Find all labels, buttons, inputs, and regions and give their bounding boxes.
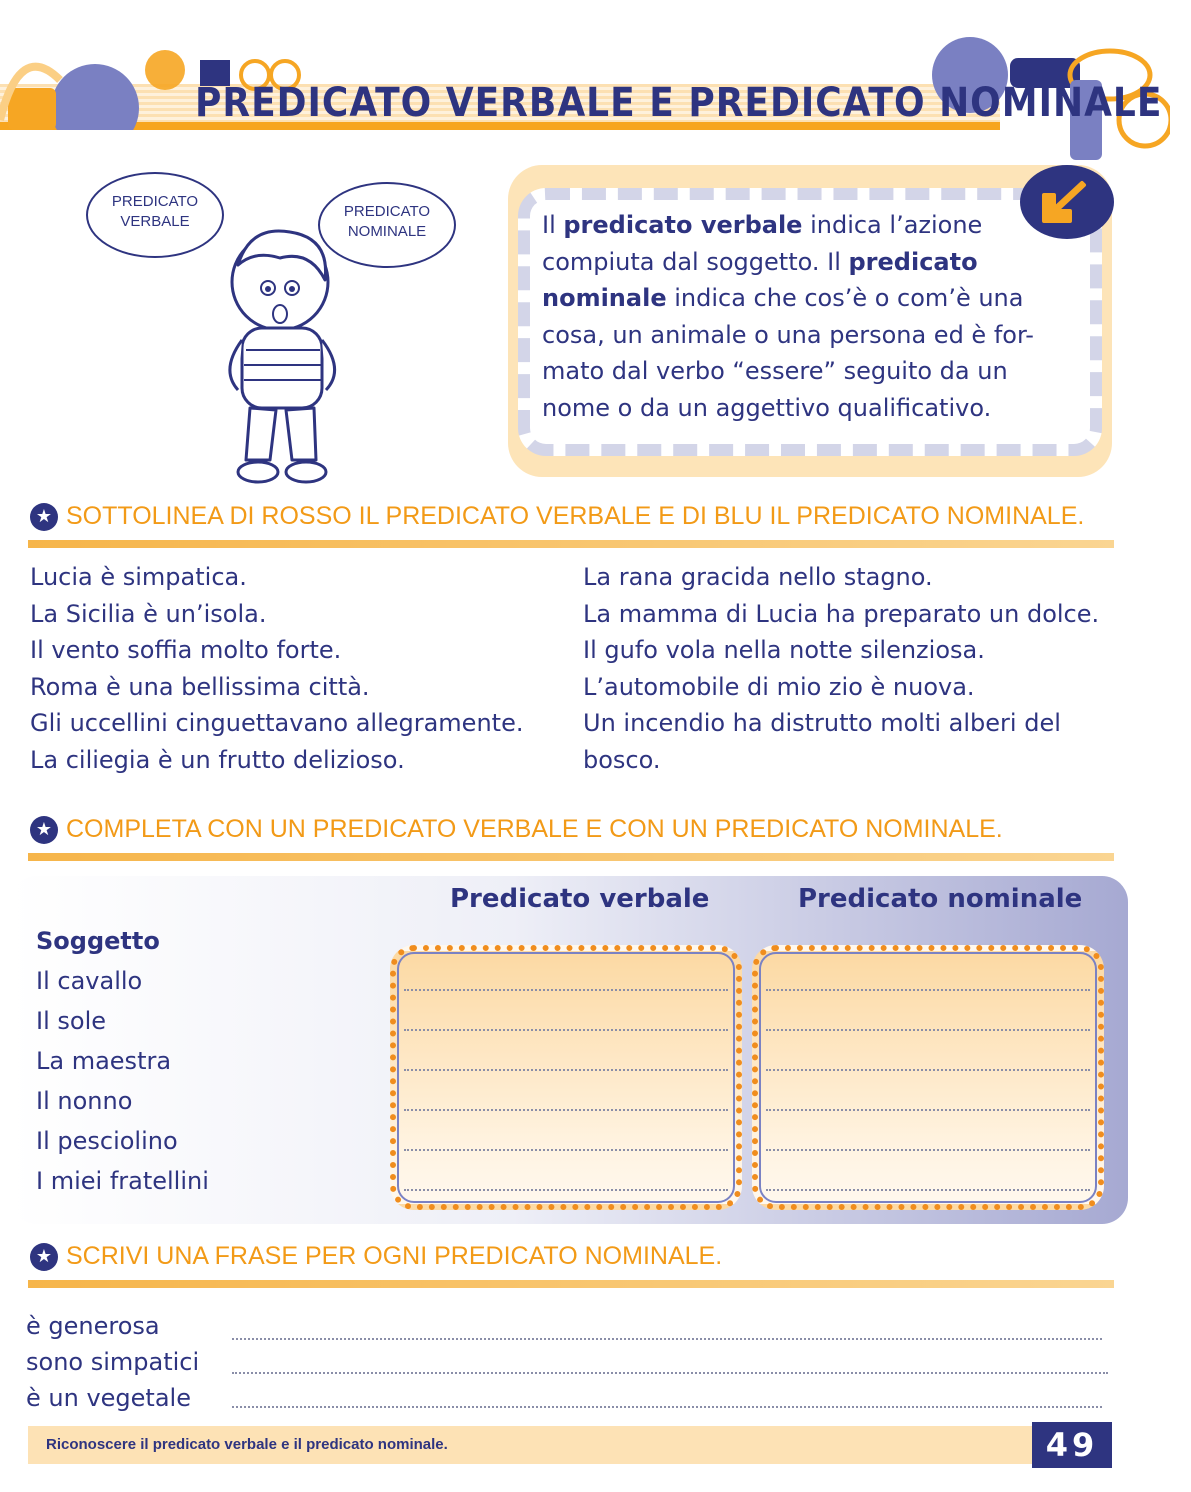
sentence: La Sicilia è un’isola.	[30, 599, 267, 628]
exercise3-heading	[30, 1242, 722, 1271]
sentence: bosco.	[583, 745, 661, 774]
answer-line[interactable]	[766, 989, 1090, 991]
answer-line[interactable]	[404, 1029, 728, 1031]
subject-column	[36, 921, 209, 1201]
sentence: La mamma di Lucia ha preparato un dolce.	[583, 599, 1100, 628]
subject-item: Il sole	[36, 1007, 106, 1035]
write-line[interactable]	[232, 1338, 1102, 1340]
sentence: L’automobile di mio zio è nuova.	[583, 672, 975, 701]
exercise1-right-column	[583, 559, 1099, 778]
exercise1-left-column	[30, 559, 523, 778]
rule-term-verbale: predicato verbale	[563, 211, 803, 239]
rule-text-2: indica l’azione compiuta dal soggetto. Il	[542, 211, 983, 276]
rule-term-nominale: predicato nominale	[542, 247, 978, 312]
star-icon: ★	[30, 816, 58, 844]
exercise1-heading	[30, 502, 1084, 531]
predicate-item: è un vegetale	[26, 1384, 191, 1412]
boy-illustration	[180, 210, 380, 500]
exercise1-heading-text: SOTTOLINEA DI ROSSO IL PREDICATO VERBALE E DI BLU IL PREDICATO NOMINALE.	[66, 502, 1085, 530]
rule-text-3: indica che cos’è o com’è una cosa, un animale o una persona ed è for-mato dal verbo “essere” seguito da un nome o da un aggettivo qualificativo.	[542, 284, 1034, 422]
write-line[interactable]	[232, 1372, 1108, 1374]
bubble-label-verbale: PREDICATO VERBALE	[111, 193, 199, 230]
exercise2-heading	[30, 815, 1003, 844]
answer-line[interactable]	[404, 1189, 728, 1191]
predicate-item: sono simpatici	[26, 1348, 200, 1376]
subject-item: Il nonno	[36, 1087, 133, 1115]
page-title: PREDICATO VERBALE E PREDICATO NOMINALE	[195, 80, 1163, 126]
exercise3-bar	[28, 1280, 1114, 1288]
column-header-nominale: Predicato nominale	[798, 884, 1083, 914]
write-line[interactable]	[232, 1406, 1102, 1408]
answer-box-verbale	[390, 945, 742, 1210]
star-icon: ★	[30, 1243, 58, 1271]
subject-item: La maestra	[36, 1047, 172, 1075]
answer-line[interactable]	[404, 989, 728, 991]
page-number: 49	[1032, 1422, 1112, 1468]
subject-item: Il pesciolino	[36, 1127, 178, 1155]
column-header-verbale: Predicato verbale	[450, 884, 710, 914]
sentence: Roma è una bellissima città.	[30, 672, 370, 701]
answer-line[interactable]	[766, 1069, 1090, 1071]
answer-box-nominale	[752, 945, 1104, 1210]
sentence: La rana gracida nello stagno.	[583, 563, 933, 591]
exercise1-bar	[28, 540, 1114, 548]
sentence: Un incendio ha distrutto molti alberi del	[583, 709, 1061, 737]
exercise3-items	[26, 1308, 199, 1416]
sentence: Il vento soffia molto forte.	[30, 636, 342, 664]
answer-line[interactable]	[766, 1189, 1090, 1191]
answer-line[interactable]	[766, 1029, 1090, 1031]
sentence: Lucia è simpatica.	[30, 563, 247, 591]
rule-text	[542, 207, 1082, 426]
exercise2-heading-text: COMPLETA CON UN PREDICATO VERBALE E CON UN PREDICATO NOMINALE.	[66, 815, 1003, 843]
subject-item: Il cavallo	[36, 967, 143, 995]
predicate-item: è generosa	[26, 1312, 160, 1340]
rule-text-1: Il	[542, 211, 564, 239]
star-icon: ★	[30, 503, 58, 531]
sentence: La ciliegia è un frutto delizioso.	[30, 745, 405, 774]
sentence: Gli uccellini cinguettavano allegramente.	[30, 709, 524, 737]
answer-line[interactable]	[404, 1109, 728, 1111]
answer-line[interactable]	[404, 1069, 728, 1071]
answer-line[interactable]	[404, 1149, 728, 1151]
answer-line[interactable]	[766, 1109, 1090, 1111]
boy-drawing	[180, 210, 380, 500]
footer-objective: Riconoscere il predicato verbale e il predicato nominale.	[46, 1436, 448, 1453]
answer-line[interactable]	[766, 1149, 1090, 1151]
exercise2-bar	[28, 853, 1114, 861]
bubble-label-nominale: PREDICATO NOMINALE	[343, 203, 431, 240]
sentence: Il gufo vola nella notte silenziosa.	[583, 636, 985, 664]
subject-item: I miei fratellini	[36, 1167, 209, 1195]
subject-header: Soggetto	[36, 927, 160, 955]
exercise3-heading-text: SCRIVI UNA FRASE PER OGNI PREDICATO NOMINALE.	[66, 1242, 723, 1270]
